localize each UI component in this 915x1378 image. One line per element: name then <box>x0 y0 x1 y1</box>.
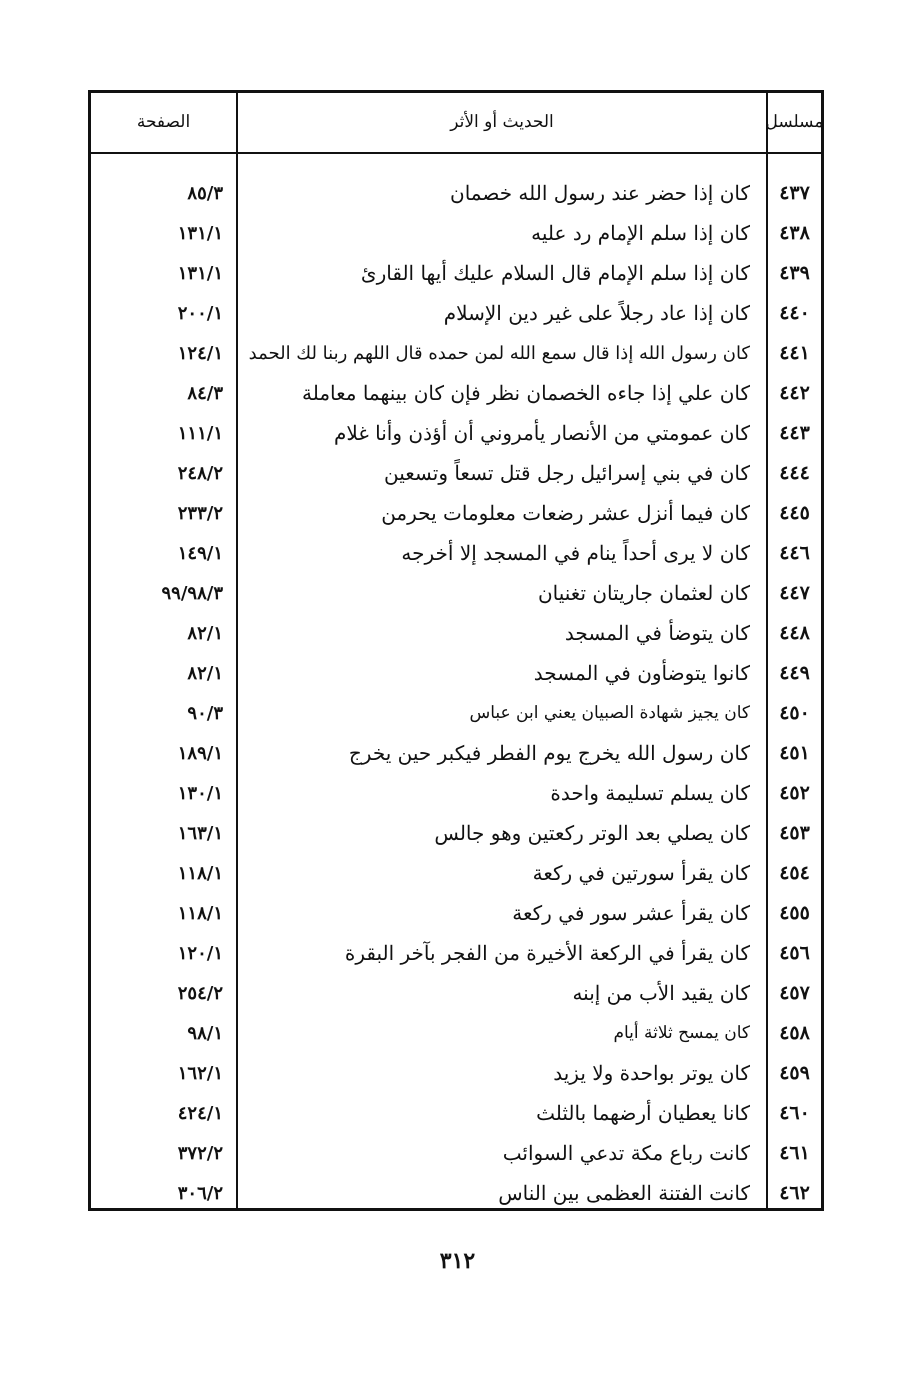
row-hadith: كان رسول الله إذا قال سمع الله لمن حمده قال اللهم ربنا لك الحمد <box>248 342 750 364</box>
row-hadith: كانا يعطيان أرضهما بالثلث <box>536 1101 750 1125</box>
row-hadith: كان يمسح ثلاثة أيام <box>613 1023 750 1043</box>
row-serial: ٤٥٦ <box>779 942 810 964</box>
row-hadith: كان يقرأ سورتين في ركعة <box>532 861 750 885</box>
row-page: ١٢٠/١ <box>177 942 223 964</box>
row-serial: ٤٤٦ <box>779 542 810 564</box>
row-hadith: كان لا يرى أحداً ينام في المسجد إلا أخرجه <box>401 541 750 565</box>
row-hadith: كان يصلي بعد الوتر ركعتين وهو جالس <box>434 821 750 845</box>
row-serial: ٤٤٩ <box>779 662 810 684</box>
table-row <box>91 1053 821 1093</box>
row-serial: ٤٥٧ <box>779 982 810 1004</box>
table-row <box>91 773 821 813</box>
row-page: ١٤٩/١ <box>177 542 223 564</box>
row-hadith: كان يوتر بواحدة ولا يزيد <box>553 1061 750 1085</box>
row-serial: ٤٤٨ <box>779 622 810 644</box>
row-page: ٤٢٤/١ <box>177 1102 223 1124</box>
row-page: ١٣٠/١ <box>177 782 223 804</box>
table-row <box>91 493 821 533</box>
row-page: ١٢٤/١ <box>177 342 223 364</box>
table-row <box>91 733 821 773</box>
table-row <box>91 1013 821 1053</box>
row-serial: ٤٥٩ <box>779 1062 810 1084</box>
table-row <box>91 933 821 973</box>
row-page: ٩٨/١ <box>187 1022 223 1044</box>
table-row <box>91 373 821 413</box>
row-page: ١٦٢/١ <box>177 1062 223 1084</box>
row-hadith: كان إذا سلم الإمام رد عليه <box>531 221 750 245</box>
table-row <box>91 973 821 1013</box>
table-row <box>91 293 821 333</box>
row-serial: ٤٥٠ <box>779 702 810 724</box>
table-row <box>91 253 821 293</box>
table-row <box>91 173 821 213</box>
table-row <box>91 573 821 613</box>
row-page: ٨٢/١ <box>187 622 223 644</box>
row-serial: ٤٦٢ <box>779 1182 810 1204</box>
row-serial: ٤٤٠ <box>779 302 810 324</box>
row-hadith: كان رسول الله يخرج يوم الفطر فيكبر حين يخرج <box>348 741 750 765</box>
table-body <box>91 173 821 1213</box>
row-page: ٩٩/٩٨/٣ <box>161 582 223 604</box>
header-serial: مسلسل <box>765 112 824 132</box>
header-page: الصفحة <box>136 112 191 132</box>
table-row <box>91 533 821 573</box>
row-page: ٨٤/٣ <box>187 382 223 404</box>
row-hadith: كان لعثمان جاريتان تغنيان <box>537 581 750 605</box>
row-page: ١٨٩/١ <box>177 742 223 764</box>
table-row <box>91 413 821 453</box>
row-page: ٣٠٦/٢ <box>177 1182 223 1204</box>
row-page: ١٦٣/١ <box>177 822 223 844</box>
row-page: ٣٧٢/٢ <box>177 1142 223 1164</box>
row-serial: ٤٦٠ <box>779 1102 810 1124</box>
row-page: ١١١/١ <box>177 422 223 444</box>
row-hadith: كان عمومتي من الأنصار يأمروني أن أؤذن وأنا غلام <box>334 421 750 445</box>
row-serial: ٤٤٢ <box>779 382 810 404</box>
row-page: ٩٠/٣ <box>187 702 223 724</box>
row-page: ١٣١/١ <box>177 222 223 244</box>
row-serial: ٤٣٨ <box>779 222 810 244</box>
table-row <box>91 1133 821 1173</box>
row-hadith: كان علي إذا جاءه الخصمان نظر فإن كان بينهما معاملة <box>301 381 750 405</box>
table-row <box>91 213 821 253</box>
row-page: ١٣١/١ <box>177 262 223 284</box>
table-row <box>91 813 821 853</box>
table-row <box>91 893 821 933</box>
row-hadith: كان يتوضأ في المسجد <box>564 621 750 645</box>
row-serial: ٤٤٧ <box>779 582 810 604</box>
hadith-index-table <box>88 90 824 1211</box>
row-hadith: كان يجيز شهادة الصبيان يعني ابن عباس <box>469 703 750 723</box>
row-hadith: كان يقرأ في الركعة الأخيرة من الفجر بآخر البقرة <box>344 941 750 965</box>
row-serial: ٤٥٨ <box>779 1022 810 1044</box>
row-serial: ٤٥١ <box>779 742 810 764</box>
row-hadith: كانوا يتوضأون في المسجد <box>533 661 750 685</box>
row-hadith: كان إذا سلم الإمام قال السلام عليك أيها القارئ <box>360 261 750 285</box>
header-hadith: الحديث أو الأثر <box>450 112 554 132</box>
table-row <box>91 1173 821 1213</box>
row-hadith: كان إذا عاد رجلاً على غير دين الإسلام <box>443 301 750 325</box>
row-serial: ٤٥٥ <box>779 902 810 924</box>
table-row <box>91 453 821 493</box>
row-serial: ٤٦١ <box>779 1142 810 1164</box>
row-hadith: كان يقيد الأب من إبنه <box>572 981 750 1005</box>
row-page: ٨٥/٣ <box>187 182 223 204</box>
row-serial: ٤٤١ <box>779 342 810 364</box>
row-page: ٨٢/١ <box>187 662 223 684</box>
row-page: ٢٣٣/٢ <box>177 502 223 524</box>
row-hadith: كان إذا حضر عند رسول الله خصمان <box>450 181 750 205</box>
table-row <box>91 853 821 893</box>
row-hadith: كان يقرأ عشر سور في ركعة <box>512 901 750 925</box>
row-hadith: كان في بني إسرائيل رجل قتل تسعاً وتسعين <box>384 461 750 485</box>
table-row <box>91 333 821 373</box>
row-hadith: كانت الفتنة العظمى بين الناس <box>498 1181 750 1205</box>
row-page: ٢٠٠/١ <box>177 302 223 324</box>
row-page: ١١٨/١ <box>177 862 223 884</box>
row-hadith: كان فيما أنزل عشر رضعات معلومات يحرمن <box>381 501 750 525</box>
row-serial: ٤٥٤ <box>779 862 810 884</box>
row-serial: ٤٤٣ <box>779 422 810 444</box>
row-page: ١١٨/١ <box>177 902 223 924</box>
row-serial: ٤٥٣ <box>779 822 810 844</box>
table-row <box>91 653 821 693</box>
table-row <box>91 613 821 653</box>
row-serial: ٤٣٩ <box>779 262 810 284</box>
table-row <box>91 1093 821 1133</box>
table-row <box>91 693 821 733</box>
row-hadith: كان يسلم تسليمة واحدة <box>550 781 750 805</box>
row-page: ٢٤٨/٢ <box>177 462 223 484</box>
header-divider <box>91 152 821 154</box>
row-page: ٢٥٤/٢ <box>177 982 223 1004</box>
page-number: ٣١٢ <box>439 1248 476 1274</box>
row-serial: ٤٤٥ <box>779 502 810 524</box>
row-serial: ٤٤٤ <box>779 462 810 484</box>
row-serial: ٤٥٢ <box>779 782 810 804</box>
row-serial: ٤٣٧ <box>779 182 810 204</box>
row-hadith: كانت رباع مكة تدعي السوائب <box>502 1141 750 1165</box>
